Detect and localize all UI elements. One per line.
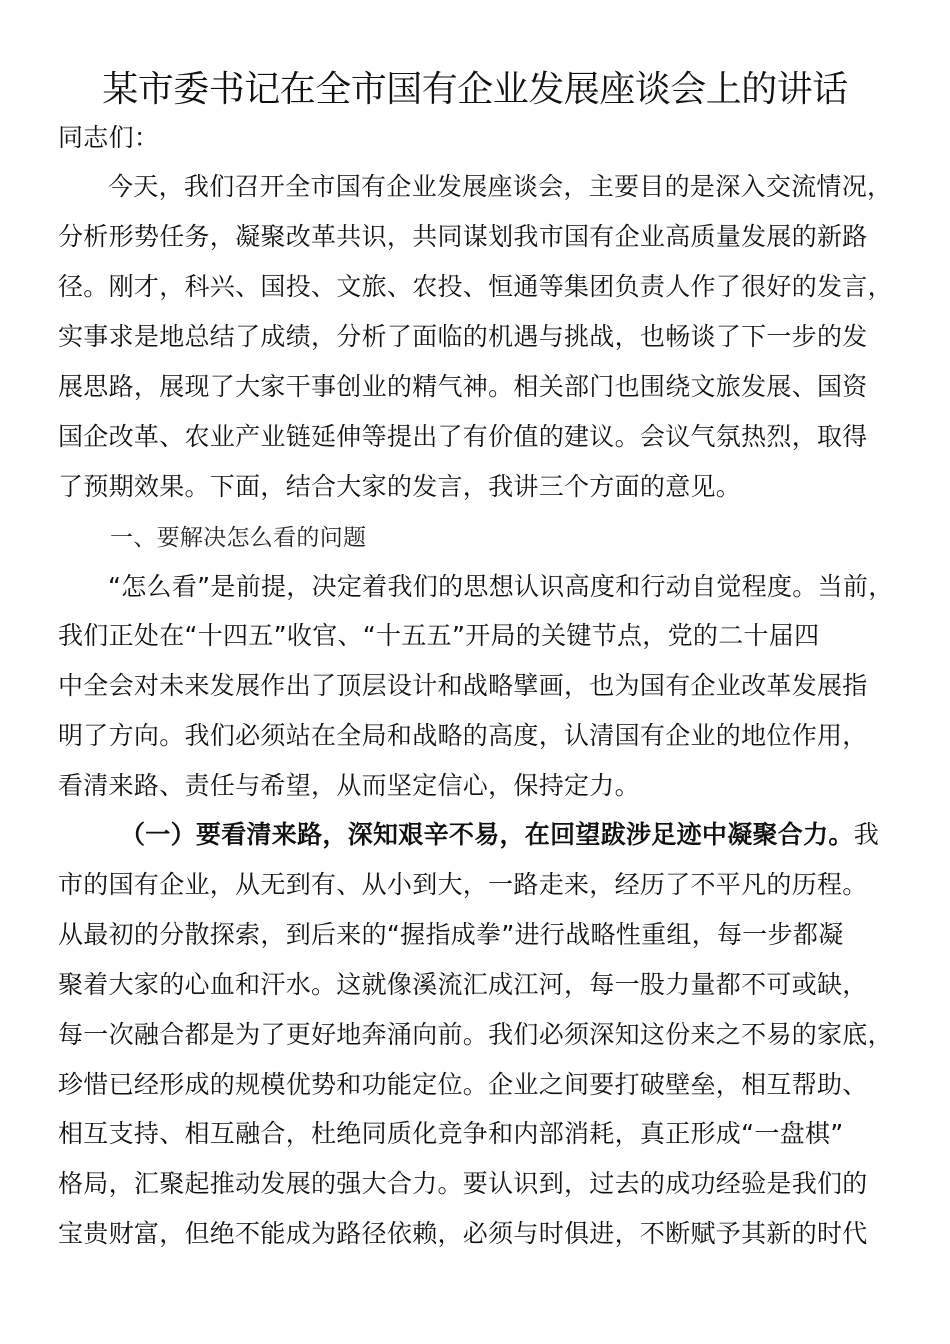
paragraph-line: 今天，我们召开全市国有企业发展座谈会，主要目的是深入交流情况， bbox=[108, 172, 893, 201]
subsection-continuation: 我 bbox=[853, 820, 880, 849]
paragraph-line: 我们正处在“十四五”收官、“十五五”开局的关键节点，党的二十届四 bbox=[58, 621, 820, 650]
section-heading: 一、要解决怎么看的问题 bbox=[110, 525, 367, 551]
paragraph-line: 每一次融合都是为了更好地奔涌向前。我们必须深知这份来之不易的家底， bbox=[58, 1020, 893, 1049]
paragraph-line: 格局，汇聚起推动发展的强大合力。要认识到，过去的成功经验是我们的 bbox=[58, 1169, 868, 1198]
paragraph-line: 宝贵财富，但绝不能成为路径依赖，必须与时俱进，不断赋予其新的时代 bbox=[58, 1219, 868, 1248]
paragraph-line: 看清来路、责任与希望，从而坚定信心，保持定力。 bbox=[58, 771, 640, 800]
paragraph-line: 国企改革、农业产业链延伸等提出了有价值的建议。会议气氛热烈，取得 bbox=[58, 422, 868, 451]
paragraph-line: 分析形势任务，凝聚改革共识，共同谋划我市国有企业高质量发展的新路 bbox=[58, 222, 868, 251]
paragraph-line: “怎么看”是前提，决定着我们的思想认识高度和行动自觉程度。当前， bbox=[108, 572, 894, 601]
salutation: 同志们： bbox=[58, 123, 160, 152]
paragraph-line: 从最初的分散探索，到后来的“握指成拳”进行战略性重组，每一步都凝 bbox=[58, 920, 844, 949]
paragraph-line: 展思路，展现了大家干事创业的精气神。相关部门也围绕文旅发展、国资 bbox=[58, 372, 868, 401]
paragraph-line: 中全会对未来发展作出了顶层设计和战略擘画，也为国有企业改革发展指 bbox=[58, 671, 868, 700]
document-title: 某市委书记在全市国有企业发展座谈会上的讲话 bbox=[102, 69, 848, 110]
paragraph-line: 径。刚才，科兴、国投、文旅、农投、恒通等集团负责人作了很好的发言， bbox=[58, 272, 893, 301]
paragraph-line: 相互支持、相互融合，杜绝同质化竞争和内部消耗，真正形成“一盘棋” bbox=[58, 1119, 844, 1148]
subsection-heading: （一）要看清来路，深知艰辛不易，在回望跋涉足迹中凝聚合力。 bbox=[120, 820, 854, 849]
paragraph-line: 实事求是地总结了成绩，分析了面临的机遇与挑战，也畅谈了下一步的发 bbox=[58, 322, 868, 351]
paragraph-line: 聚着大家的心血和汗水。这就像溪流汇成江河，每一股力量都不可或缺， bbox=[58, 970, 868, 999]
paragraph-line: 明了方向。我们必须站在全局和战略的高度，认清国有企业的地位作用， bbox=[58, 721, 868, 750]
paragraph-line: 市的国有企业，从无到有、从小到大，一路走来，经历了不平凡的历程。 bbox=[58, 870, 868, 899]
paragraph-line: 了预期效果。下面，结合大家的发言，我讲三个方面的意见。 bbox=[58, 472, 742, 501]
subsection-heading-line bbox=[120, 819, 879, 851]
paragraph-line: 珍惜已经形成的规模优势和功能定位。企业之间要打破壁垒，相互帮助、 bbox=[58, 1070, 868, 1099]
